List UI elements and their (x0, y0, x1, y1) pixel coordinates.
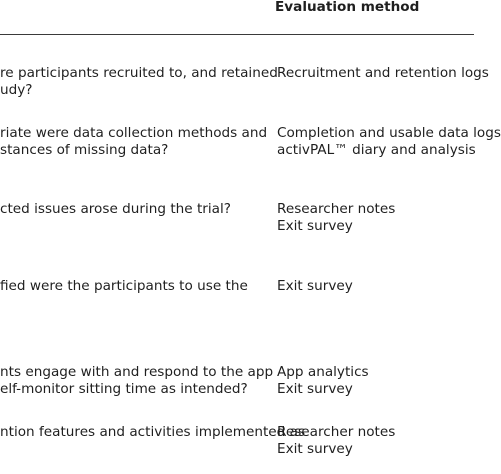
method-line: App analytics (277, 364, 369, 380)
method-line: Recruitment and retention logs (277, 65, 489, 81)
table-row-1-method (277, 65, 489, 82)
table-header (0, 0, 474, 34)
table-row-3-method (277, 201, 395, 235)
table-row-6-question (0, 424, 306, 441)
method-line: Exit survey (277, 381, 353, 397)
method-line: Exit survey (277, 278, 353, 294)
table-row-1-question (0, 65, 278, 99)
method-line: Researcher notes (277, 201, 396, 217)
table-row-5-question (0, 364, 274, 398)
question-line: elf-monitor sitting time as intended? (0, 381, 248, 397)
question-line: cted issues arose during the trial? (0, 201, 231, 217)
header-rule (0, 34, 474, 35)
table-row-6-method (277, 424, 395, 458)
question-line: riate were data collection methods and (0, 125, 268, 141)
method-line: Researcher notes (277, 424, 396, 440)
table-row-3-question (0, 201, 269, 218)
table-row-4-question (0, 278, 269, 295)
table-row-2-method (277, 125, 501, 159)
method-line: Exit survey (277, 218, 353, 234)
method-line: Completion and usable data logs (277, 125, 501, 141)
question-line: fied were the participants to use the (0, 278, 248, 294)
method-line: activPAL™ diary and analysis (277, 142, 476, 158)
question-line: udy? (0, 82, 33, 98)
table-row-5-method (277, 364, 369, 398)
question-line: nts engage with and respond to the app (0, 364, 274, 380)
question-line: stances of missing data? (0, 142, 169, 158)
question-line: ntion features and activities implemented as (0, 424, 306, 440)
table-row-4-method (277, 278, 353, 295)
question-line: re participants recruited to, and retained (0, 65, 278, 81)
table-row-2-question (0, 125, 269, 159)
column-header-evaluation-method: Evaluation method (275, 0, 420, 15)
method-line: Exit survey (277, 441, 353, 457)
